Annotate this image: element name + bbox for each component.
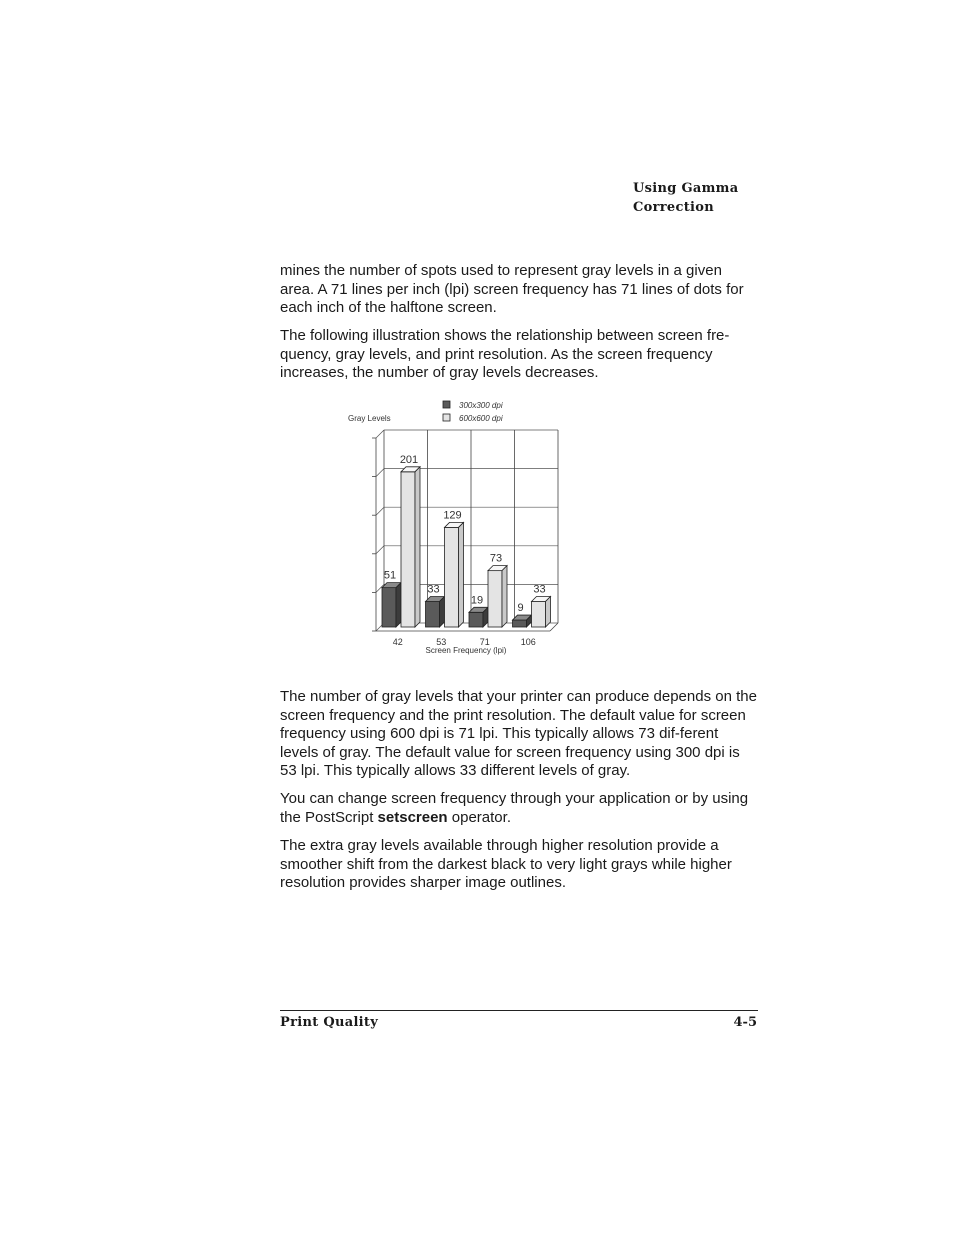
axis-floor-edge [550, 623, 558, 631]
y-axis-title: Gray Levels [348, 414, 391, 423]
gridline-side [376, 430, 384, 438]
bar-side [396, 583, 401, 627]
bar-front [426, 602, 440, 627]
legend-label: 300x300 dpi [459, 401, 503, 410]
x-tick-label: 42 [392, 637, 403, 647]
legend-label: 600x600 dpi [459, 414, 503, 423]
footer-page-number: 4-5 [733, 1015, 757, 1030]
gridline-side [376, 469, 384, 477]
data-label: 33 [427, 583, 440, 596]
setscreen-operator: setscreen [377, 809, 448, 827]
bar-side [459, 522, 464, 627]
legend-swatch [443, 414, 450, 421]
bar-side [415, 467, 420, 627]
gridline-side [376, 546, 384, 554]
bar-front [469, 612, 483, 627]
data-label: 19 [470, 594, 484, 607]
bar-front [513, 620, 527, 627]
footer-section-title: Print Quality [280, 1015, 379, 1030]
text-run: You can change screen frequency through your application or by using the PostScript [280, 790, 749, 827]
chart-legend [443, 401, 503, 423]
paragraph: The extra gray levels available through higher resolution provide a smoother shift from the darkest black to very light grays while higher resolution provides sharper image outlines. [280, 837, 732, 892]
bar-side [546, 597, 551, 627]
running-header [633, 179, 793, 217]
x-tick-label: 53 [436, 637, 447, 647]
bar-front [401, 472, 415, 627]
chart-bars [382, 467, 551, 627]
legend-swatch [443, 401, 450, 408]
data-label: 73 [489, 552, 503, 565]
bar-front [382, 588, 396, 627]
paragraph: The number of gray levels that your printer can produce depends on the screen frequency and the print resolution. The default value for screen frequency using 600 dpi is 71 lpi. This typically allows 73 dif-ferent levels of gray. The default value for screen frequency using 300 dpi is 53 lpi. This typically allows 33 different levels of gray. [280, 688, 757, 780]
data-label: 51 [383, 569, 397, 582]
header-title-line2: Correction [633, 200, 714, 215]
paragraph: mines the number of spots used to represent gray levels in a given area. A 71 lines per inch (lpi) screen frequency has 71 lines of dots for each inch of the halftone screen. [280, 262, 744, 317]
x-tick-label: 71 [479, 637, 490, 647]
text-run: operator. [447, 809, 511, 827]
bar-side [502, 566, 507, 627]
body-text-bottom [280, 688, 758, 902]
x-axis-title: Screen Frequency (lpi) [425, 646, 507, 655]
x-tick-label: 106 [520, 637, 536, 647]
bar-front [488, 571, 502, 627]
header-title-line1: Using Gamma [633, 181, 739, 196]
bar-front [445, 527, 459, 627]
paragraph: The following illustration shows the relationship between screen fre-quency, gray levels, and print resolution. As the screen frequency increases, the number of gray levels decreases. [280, 327, 730, 382]
bar-side [440, 597, 445, 627]
data-label: 33 [533, 583, 546, 596]
gridline-side [376, 507, 384, 515]
data-label: 201 [399, 453, 419, 466]
data-label: 9 [517, 602, 524, 615]
gray-levels-chart [330, 394, 570, 660]
bar-front [532, 602, 546, 627]
body-text-top [280, 262, 758, 393]
paragraph-setscreen [280, 790, 758, 827]
footer-rule [280, 1010, 758, 1011]
data-label: 129 [443, 509, 462, 522]
